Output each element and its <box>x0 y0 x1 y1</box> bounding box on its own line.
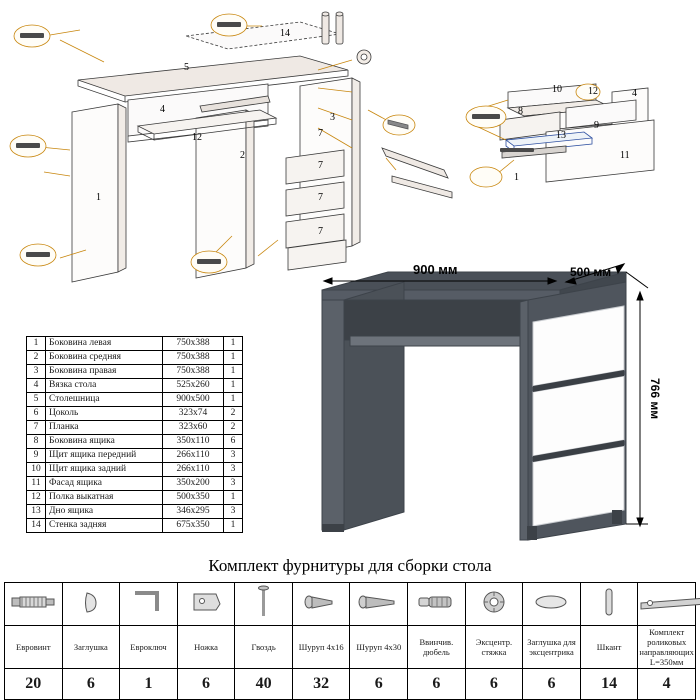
part-num-cell: 11 <box>27 477 46 491</box>
hardware-kit-table <box>4 582 696 700</box>
callout-14: 14 <box>280 28 290 39</box>
table-row <box>27 337 243 351</box>
part-num-cell: 10 <box>27 463 46 477</box>
kit-item-label: Заглушка <box>62 626 120 669</box>
part-qty-cell: 1 <box>224 519 243 533</box>
wood-dowel-icon <box>580 583 638 626</box>
euro-screw-icon <box>5 583 63 626</box>
part-qty-cell: 2 <box>224 421 243 435</box>
callout-r-13: 13 <box>556 130 566 141</box>
width-dimension-label: 900 мм <box>413 262 458 277</box>
callout-7b: 7 <box>318 160 323 171</box>
height-dimension-label: 766 мм <box>648 378 662 420</box>
part-name-cell: Планка <box>46 421 163 435</box>
slide-rail-icon <box>638 583 696 626</box>
part-name-cell: Цоколь <box>46 407 163 421</box>
callout-12: 12 <box>192 132 202 143</box>
cam-lock-icon <box>465 583 523 626</box>
callout-7c: 7 <box>318 192 323 203</box>
kit-item-label: Евровинт <box>5 626 63 669</box>
callout-1: 1 <box>96 192 101 203</box>
part-name-cell: Полка выкатная <box>46 491 163 505</box>
part-num-cell: 14 <box>27 519 46 533</box>
part-dim-cell: 525x260 <box>163 379 224 393</box>
part-name-cell: Дно ящика <box>46 505 163 519</box>
part-dim-cell: 350x110 <box>163 435 224 449</box>
part-name-cell: Боковина средняя <box>46 351 163 365</box>
part-qty-cell: 1 <box>224 393 243 407</box>
kit-item-count: 6 <box>465 669 523 700</box>
kit-item-label: Ножка <box>177 626 235 669</box>
kit-item-count: 4 <box>638 669 696 700</box>
kit-item-label: Евроключ <box>120 626 178 669</box>
part-dim-cell: 500x350 <box>163 491 224 505</box>
kit-item-label: Шуруп 4х30 <box>350 626 408 669</box>
callout-r-11: 11 <box>620 150 630 161</box>
part-num-cell: 8 <box>27 435 46 449</box>
part-qty-cell: 1 <box>224 365 243 379</box>
part-name-cell: Фасад ящика <box>46 477 163 491</box>
cap-plug-icon <box>62 583 120 626</box>
part-name-cell: Вязка стола <box>46 379 163 393</box>
part-name-cell: Щит ящика передний <box>46 449 163 463</box>
table-row <box>27 421 243 435</box>
part-dim-cell: 350x200 <box>163 477 224 491</box>
kit-item-count: 6 <box>523 669 581 700</box>
part-num-cell: 4 <box>27 379 46 393</box>
part-qty-cell: 1 <box>224 491 243 505</box>
part-num-cell: 2 <box>27 351 46 365</box>
part-dim-cell: 750x388 <box>163 351 224 365</box>
table-row <box>27 449 243 463</box>
screw-4x16-icon <box>292 583 350 626</box>
kit-item-count: 20 <box>5 669 63 700</box>
kit-item-label: Заглушка для эксцентрика <box>523 626 581 669</box>
callout-r-9: 9 <box>594 120 599 131</box>
part-num-cell: 5 <box>27 393 46 407</box>
part-qty-cell: 3 <box>224 505 243 519</box>
part-qty-cell: 6 <box>224 435 243 449</box>
table-row <box>27 379 243 393</box>
kit-item-label: Шкант <box>580 626 638 669</box>
part-dim-cell: 346x295 <box>163 505 224 519</box>
table-row <box>27 519 243 533</box>
kit-item-label: Комплект роликовых направляющих L=350мм <box>639 627 694 667</box>
table-row <box>27 407 243 421</box>
allen-key-icon <box>120 583 178 626</box>
kit-item-count: 40 <box>235 669 293 700</box>
callout-r-4: 4 <box>632 88 637 99</box>
part-name-cell: Щит ящика задний <box>46 463 163 477</box>
callout-7a: 7 <box>318 128 323 139</box>
part-num-cell: 7 <box>27 421 46 435</box>
kit-item-label: Шуруп 4х16 <box>292 626 350 669</box>
kit-item-count: 6 <box>350 669 408 700</box>
part-name-cell: Боковина ящика <box>46 435 163 449</box>
kit-item-label: Ввинчив. дюбель <box>408 626 466 669</box>
callout-r-10: 10 <box>552 84 562 95</box>
table-row <box>27 351 243 365</box>
part-num-cell: 12 <box>27 491 46 505</box>
kit-item-count: 6 <box>408 669 466 700</box>
part-dim-cell: 750x388 <box>163 337 224 351</box>
part-name-cell: Стенка задняя <box>46 519 163 533</box>
kit-item-count: 32 <box>292 669 350 700</box>
part-num-cell: 1 <box>27 337 46 351</box>
part-dim-cell: 323x74 <box>163 407 224 421</box>
part-qty-cell: 3 <box>224 463 243 477</box>
kit-item-label: Эксцентр. стяжка <box>465 626 523 669</box>
part-name-cell: Столешница <box>46 393 163 407</box>
kit-title: Комплект фурнитуры для сборки стола <box>208 556 492 575</box>
callout-7d: 7 <box>318 226 323 237</box>
callout-r-12: 12 <box>588 86 598 97</box>
part-num-cell: 13 <box>27 505 46 519</box>
callout-r-1: 1 <box>514 172 519 183</box>
part-dim-cell: 675x350 <box>163 519 224 533</box>
part-dim-cell: 900x500 <box>163 393 224 407</box>
dowel-icon <box>408 583 466 626</box>
table-row <box>27 435 243 449</box>
kit-item-label: Гвоздь <box>235 626 293 669</box>
part-name-cell: Боковина правая <box>46 365 163 379</box>
part-name-cell: Боковина левая <box>46 337 163 351</box>
part-dim-cell: 266x110 <box>163 449 224 463</box>
callout-2: 2 <box>240 150 245 161</box>
table-row <box>27 505 243 519</box>
nail-icon <box>235 583 293 626</box>
callout-r-8: 8 <box>518 106 523 117</box>
screw-4x30-icon <box>350 583 408 626</box>
depth-dimension-label: 500 мм <box>570 265 612 279</box>
kit-item-count: 6 <box>62 669 120 700</box>
table-row <box>27 491 243 505</box>
callout-4: 4 <box>160 104 165 115</box>
kit-item-count: 1 <box>120 669 178 700</box>
cam-cover-icon <box>523 583 581 626</box>
table-row <box>27 463 243 477</box>
table-row <box>27 365 243 379</box>
part-num-cell: 9 <box>27 449 46 463</box>
part-qty-cell: 2 <box>224 407 243 421</box>
part-num-cell: 6 <box>27 407 46 421</box>
part-qty-cell: 3 <box>224 449 243 463</box>
part-dim-cell: 750x388 <box>163 365 224 379</box>
part-dim-cell: 323x60 <box>163 421 224 435</box>
foot-icon <box>177 583 235 626</box>
part-qty-cell: 3 <box>224 477 243 491</box>
part-qty-cell: 1 <box>224 379 243 393</box>
parts-list-table <box>26 336 243 533</box>
kit-item-count: 14 <box>580 669 638 700</box>
kit-item-count: 6 <box>177 669 235 700</box>
table-row <box>27 477 243 491</box>
part-qty-cell: 1 <box>224 337 243 351</box>
part-qty-cell: 1 <box>224 351 243 365</box>
part-dim-cell: 266x110 <box>163 463 224 477</box>
table-row <box>27 393 243 407</box>
part-num-cell: 3 <box>27 365 46 379</box>
callout-3: 3 <box>330 112 335 123</box>
callout-5: 5 <box>184 62 189 73</box>
